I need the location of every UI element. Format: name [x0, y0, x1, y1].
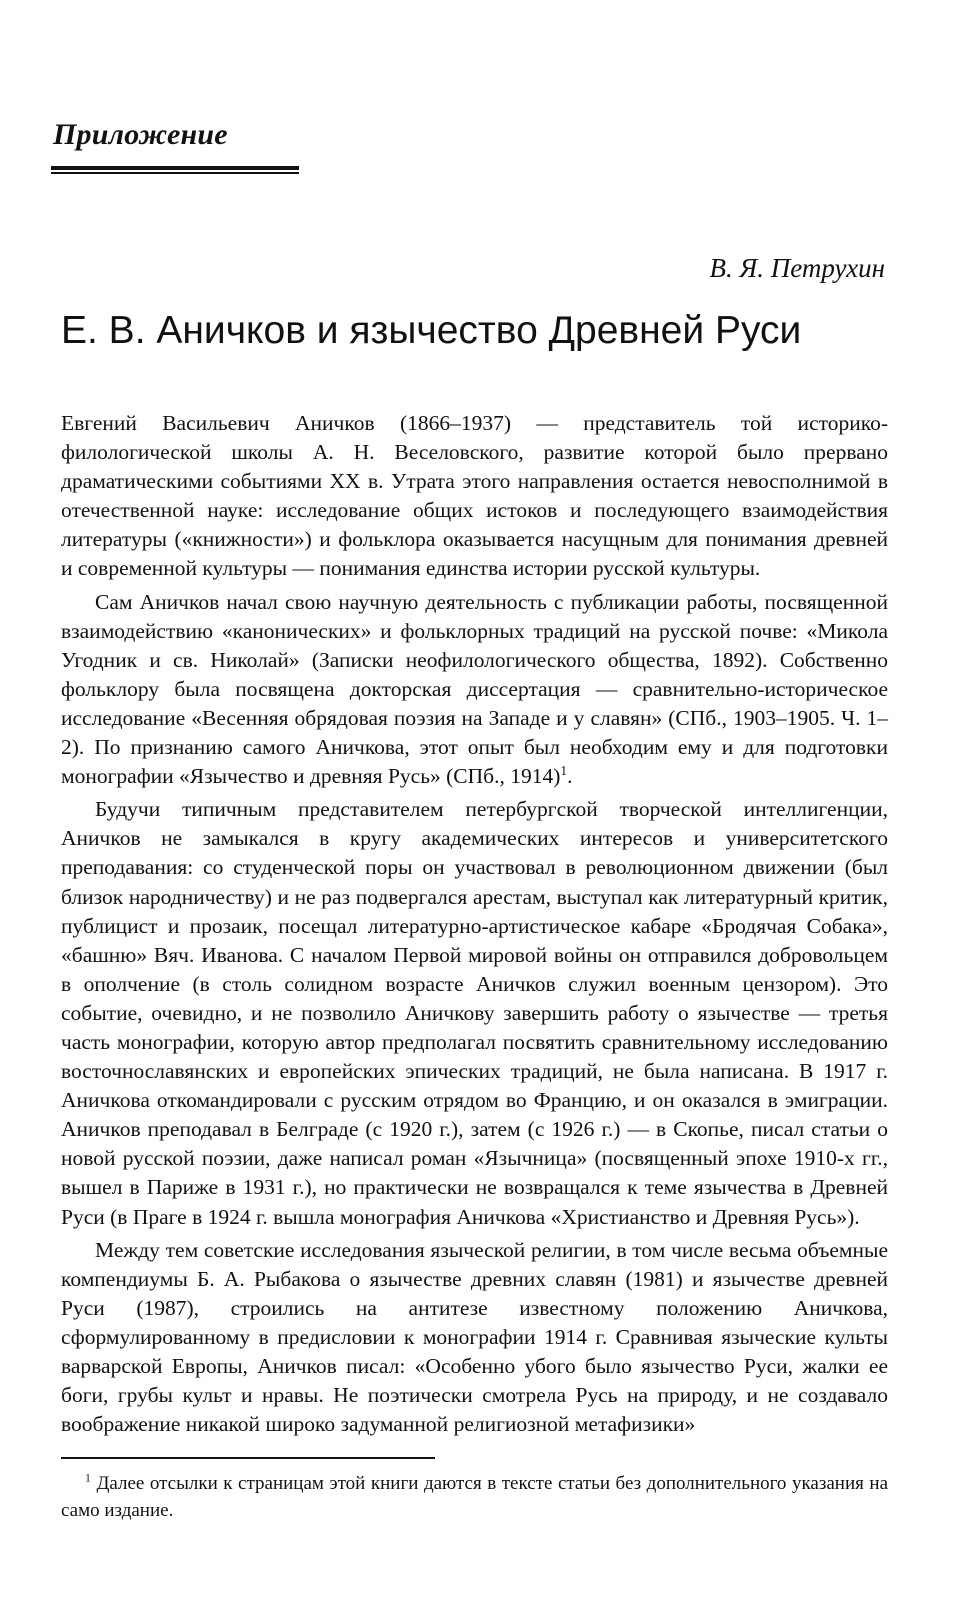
footnote-divider	[61, 1457, 435, 1459]
paragraph-2-end: .	[567, 764, 573, 789]
paragraph-2	[61, 588, 888, 792]
footnote-1	[61, 1470, 888, 1524]
section-divider-thin	[51, 172, 299, 174]
paragraph-1: Евгений Васильевич Аничков (1866–1937) — представитель той историко-филологической школы А. Н. Веселовского, развитие которой было прервано драматическими событиями XX в. Утрата этого направления остается невосполнимой в отечественной науке: исследование общих истоков и последующего взаимодействия литературы («книжности») и фольклора оказывается насущным для понимания древней и современной культуры — понимания единства истории русской культуры.	[61, 411, 888, 581]
footnote-mark: 1	[85, 1471, 91, 1485]
footnote-text: Далее отсылки к страницам этой книги даются в тексте статьи без дополнительного указания на само издание.	[61, 1473, 888, 1521]
paragraph-4: Между тем советские исследования языческой религии, в том числе весьма объемные компендиумы Б. А. Рыбакова о язычестве древних славян (1981) и язычестве древней Руси (1987), строились на антитезе известному положению Аничкова, сформулированному в предисловии к монографии 1914 г. Сравнивая языческие культы варварской Европы, Аничков писал: «Особенно убого было язычество Руси, жалки ее боги, грубы культ и нравы. Не поэтически смотрела Русь на природу, и не создавало воображение никакой широко задуманной религиозной метафизики»	[61, 1237, 888, 1437]
paragraph-2-text: Сам Аничков начал свою научную деятельность с публикации работы, посвященной взаимодействию «канонических» и фольклорных традиций на русской почве: «Микола Угодник и св. Николай» (Записки неофилологического общества, 1892). Собственно фольклору была посвящена докторская диссертация — сравнительно-историческое исследование «Весенняя обрядовая поэзия на Западе и у славян» (СПб., 1903–1905. Ч. 1–2). По признанию самого Аничкова, этот опыт был необходим ему и для подготовки монографии «Язычество и древняя Русь» (СПб., 1914)	[61, 589, 888, 789]
section-label: Приложение	[53, 118, 228, 151]
footnote-ref-1[interactable]: 1	[560, 762, 568, 778]
article-author: В. Я. Петрухин	[709, 253, 885, 283]
paragraph-3: Будучи типичным представителем петербургской творческой интеллигенции, Аничков не замыкался в кругу академических интересов и университетского преподавания: со студенческой поры он участвовал в революционном движении (был близок народничеству) и не раз подвергался арестам, выступал как литературный критик, публицист и прозаик, посещал литературно-артистическое кабаре «Бродячая Собака», «башню» Вяч. Иванова. С началом Первой мировой войны он отправился добровольцем в ополчение (в столь солидном возрасте Аничков служил военным цензором). Это событие, очевидно, и не позволило Аничкову завершить работу о язычестве — третья часть монографии, которую автор предполагал посвятить сравнительному исследованию восточнославянских и европейских эпических традиций, не была написана. В 1917 г. Аничкова откомандировали с русским отрядом во Францию, и он оказался в эмиграции. Аничков преподавал в Белграде (с 1920 г.), затем (с 1926 г.) — в Скопье, писал статьи о новой русской поэзии, даже написал роман «Язычница» (посвященный эпохе 1910-х гг., вышел в Париже в 1931 г.), но практически не возвращался к теме язычества в Древней Руси (в Праге в 1924 г. вышла монография Аничкова «Христианство и Древняя Русь»).	[61, 797, 888, 1229]
section-divider-thick	[51, 166, 299, 170]
article-title: Е. В. Аничков и язычество Древней Руси	[61, 309, 802, 352]
article-body	[61, 409, 888, 1443]
